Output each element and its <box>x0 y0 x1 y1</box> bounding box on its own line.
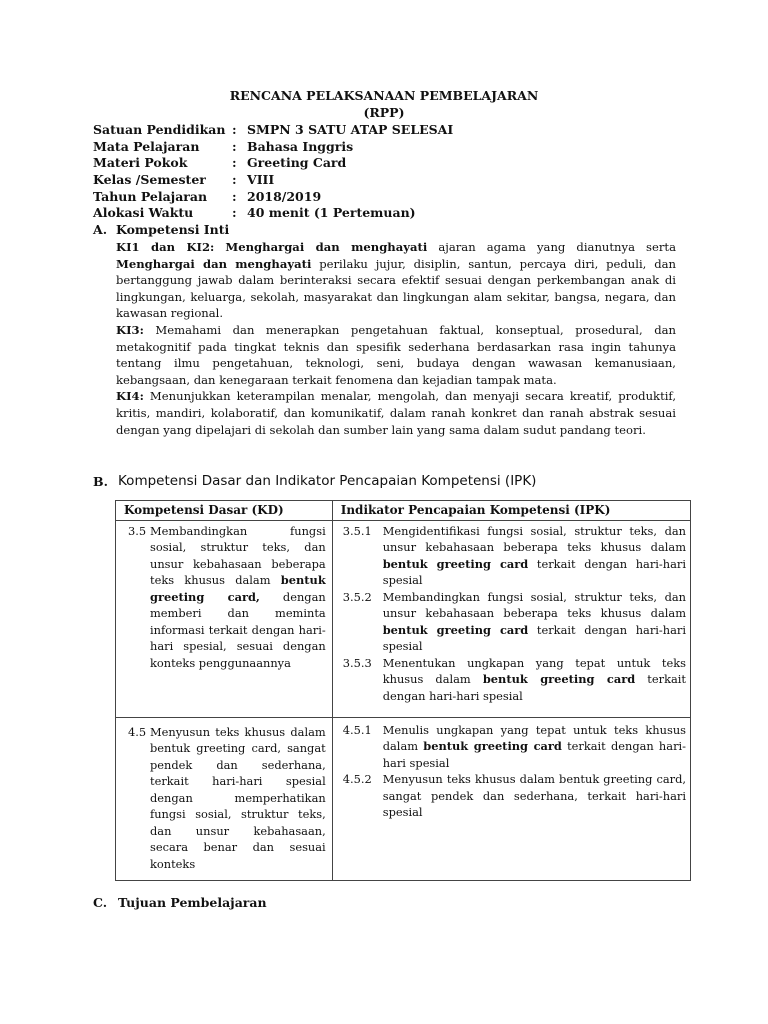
ki12-label: KI1 dan KI2: <box>116 240 215 254</box>
kd-text-part: dengan memberi dan meminta informasi terkait dengan hari-hari spesial, sesuai dengan konteks penggunaannya <box>150 589 326 670</box>
ipk-text-part: Membandingkan fungsi sosial, struktur teks, dan unsur kebahasaan beberapa teks khusus dalam <box>382 589 686 620</box>
identity-value: VIII <box>247 172 275 187</box>
kd-number: 3.5 <box>128 523 147 538</box>
ipk-text-part: Mengidentifikasi fungsi sosial, struktur teks, dan unsur kebahasaan beberapa teks khusus dalam <box>382 523 686 554</box>
identity-label: Satuan Pendidikan <box>93 122 226 137</box>
identity-value: 2018/2019 <box>247 189 322 204</box>
identity-value: SMPN 3 SATU ATAP SELESAI <box>247 122 454 137</box>
ipk-text <box>383 523 686 589</box>
ipk-text-bold: bentuk greeting card <box>382 622 529 637</box>
kd-text-bold: bentuk greeting card, <box>150 573 326 604</box>
section-b-letter: B. <box>93 474 108 489</box>
kd-text: Menyusun teks khusus dalam bentuk greeting card, sangat pendek dan sederhana, terkait hari-hari spesial dengan memperhatikan fungsi sosial, struktur teks, dan unsur kebahasaan, secara benar dan sesuai konteks <box>150 724 326 871</box>
identity-colon: : <box>232 122 237 137</box>
ki12-bold-1: Menghargai dan menghayati <box>225 240 428 254</box>
identity-value: Greeting Card <box>247 155 347 170</box>
ipk-item <box>333 589 690 655</box>
ipk-item <box>333 722 690 772</box>
ki12-text-1: ajaran agama yang dianutnya serta <box>427 240 676 254</box>
ki12-bold-2: Menghargai dan menghayati <box>116 256 312 271</box>
document-subtitle: (RPP) <box>363 105 405 120</box>
identity-colon: : <box>232 139 237 154</box>
ipk-text <box>383 722 686 772</box>
ki3-paragraph <box>116 322 676 388</box>
ipk-text-bold: bentuk greeting card <box>482 672 636 686</box>
ipk-number: 3.5.1 <box>342 523 372 538</box>
ki4-paragraph <box>116 388 676 438</box>
section-c-letter: C. <box>93 895 108 910</box>
table-row <box>116 520 691 717</box>
ipk-item <box>333 523 690 589</box>
kd-text <box>150 523 326 672</box>
identity-value: Bahasa Inggris <box>247 139 354 154</box>
ki3-text: Memahami dan menerapkan pengetahuan faktual, konseptual, prosedural, dan metakognitif pada tingkat teknis dan spesifik sederhana berdasarkan rasa ingin tahunya tentang ilmu pengetahuan, teknologi, seni, budaya dengan wawasan kemanusiaan, kebangsaan, dan kenegaraan terkait fenomena dan kejadian tampak mata. <box>116 322 676 387</box>
ipk-item <box>333 771 690 821</box>
ki12-text-2: perilaku jujur, disiplin, santun, percaya diri, peduli, dan bertanggung jawab dalam berinteraksi secara efektif sesuai dengan perkembangan anak di lingkungan, keluarga, sekolah, masyarakat dan lingkungan alam sekitar, bangsa, negara, dan kawasan regional. <box>116 256 676 321</box>
table-header-ipk: Indikator Pencapaian Kompetensi (IPK) <box>332 501 690 521</box>
ipk-text-part: terkait dengan hari-hari spesial <box>382 556 686 587</box>
identity-colon: : <box>232 205 237 220</box>
section-a-title: Kompetensi Inti <box>116 222 230 237</box>
ipk-text-part: terkait dengan hari-hari spesial <box>382 739 686 770</box>
ipk-text: Menyusun teks khusus dalam bentuk greeting card, sangat pendek dan sederhana, terkait hari-hari spesial <box>382 772 686 819</box>
ipk-text-bold: bentuk greeting card <box>423 739 562 753</box>
kd-ipk-table <box>115 500 691 881</box>
ipk-number: 4.5.2 <box>342 772 372 786</box>
ki12-paragraph <box>116 239 676 322</box>
section-b-title: Kompetensi Dasar dan Indikator Pencapaian Kompetensi (IPK) <box>118 473 537 489</box>
ipk-text-part: Menulis ungkapan yang tepat untuk teks khusus dalam <box>382 722 686 753</box>
table-header-kd: Kompetensi Dasar (KD) <box>116 501 333 521</box>
identity-label: Alokasi Waktu <box>93 205 194 220</box>
section-a-letter: A. <box>93 222 108 237</box>
table-row <box>116 717 691 880</box>
ki3-label: KI3: <box>116 322 144 337</box>
ipk-cell <box>332 717 690 880</box>
identity-label: Materi Pokok <box>93 155 188 170</box>
identity-label: Kelas /Semester <box>93 172 206 187</box>
ki4-text: Menunjukkan keterampilan menalar, mengolah, dan menyaji secara kreatif, produktif, kritis, mandiri, kolaboratif, dan komunikatif, dalam ranah konkret dan ranah abstrak sesuai dengan yang dipelajari di sekolah dan sumber lain yang sama dalam sudut pandang teori. <box>116 389 676 437</box>
ipk-number: 3.5.3 <box>342 655 372 670</box>
section-c-title: Tujuan Pembelajaran <box>118 895 267 910</box>
ipk-item <box>333 655 690 705</box>
ki4-label: KI4: <box>116 389 144 404</box>
ipk-text <box>383 589 686 655</box>
ipk-cell <box>332 520 690 717</box>
identity-colon: : <box>232 172 237 187</box>
identity-value: 40 menit (1 Pertemuan) <box>247 205 416 220</box>
table-header-row <box>116 501 691 521</box>
ipk-text-part: terkait dengan hari-hari spesial <box>382 672 686 703</box>
identity-colon: : <box>232 189 237 204</box>
kd-cell <box>116 717 333 880</box>
ipk-text-part: Menentukan ungkapan yang tepat untuk teks khusus dalam <box>382 655 686 686</box>
identity-label: Mata Pelajaran <box>93 139 200 154</box>
identity-label: Tahun Pelajaran <box>93 189 208 204</box>
kd-number: 4.5 <box>128 724 147 739</box>
ipk-text <box>383 655 686 705</box>
kd-text-part: Membandingkan fungsi sosial, struktur teks, dan unsur kebahasaan beberapa teks khusus dalam <box>150 523 326 587</box>
ipk-number: 4.5.1 <box>342 722 372 737</box>
ipk-text-bold: bentuk greeting card <box>382 556 529 571</box>
document-title: RENCANA PELAKSANAAN PEMBELAJARAN <box>229 88 539 103</box>
identity-colon: : <box>232 155 237 170</box>
ipk-number: 3.5.2 <box>342 589 372 604</box>
ki-paragraphs <box>116 239 676 438</box>
ipk-text-part: terkait dengan hari-hari spesial <box>382 622 686 653</box>
kd-cell <box>116 520 333 717</box>
